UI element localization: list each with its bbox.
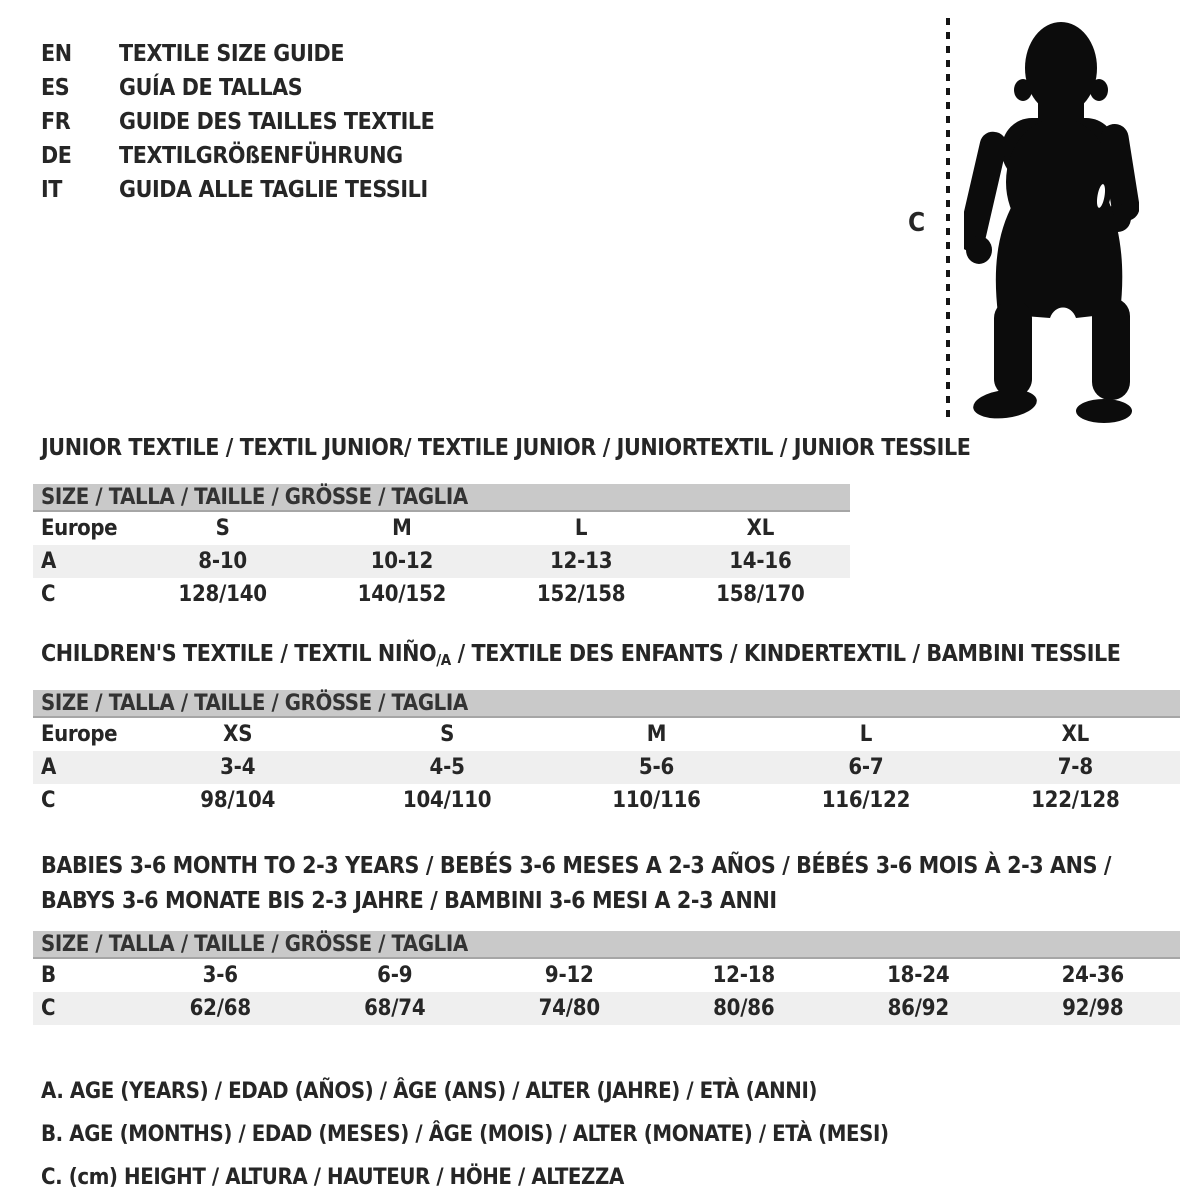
size-cell: 4-5 — [429, 755, 465, 780]
table-row-height — [33, 784, 1180, 817]
language-code: EN — [41, 41, 72, 67]
table-row-europe — [33, 512, 850, 545]
row-label: C — [41, 996, 56, 1021]
size-cell: M — [392, 516, 412, 541]
language-list — [41, 37, 434, 207]
language-row — [41, 37, 434, 71]
table-row-height — [33, 992, 1180, 1025]
children-title-prefix: CHILDREN'S TEXTILE / TEXTIL NIÑO — [41, 641, 437, 667]
size-cell: 140/152 — [357, 582, 447, 607]
section-children-title — [41, 641, 1121, 669]
size-cell: 3-6 — [202, 963, 238, 988]
size-cell: 7-8 — [1057, 755, 1093, 780]
size-cell: XL — [1061, 722, 1090, 747]
table-row-europe — [33, 718, 1180, 751]
size-cell: M — [646, 722, 667, 747]
section-junior-title: JUNIOR TEXTILE / TEXTIL JUNIOR/ TEXTILE JUNIOR / JUNIORTEXTIL / JUNIOR TESSILE — [41, 435, 971, 461]
size-cell: S — [215, 516, 230, 541]
babies-title-line1: BABIES 3-6 MONTH TO 2-3 YEARS / BEBÉS 3-6 MESES A 2-3 AÑOS / BÉBÉS 3-6 MOIS À 2-3 ANS / — [41, 853, 1112, 879]
size-cell: 6-9 — [377, 963, 413, 988]
row-label: B — [41, 963, 56, 988]
size-cell: 10-12 — [370, 549, 434, 574]
footnote-a: A. AGE (YEARS) / EDAD (AÑOS) / ÂGE (ANS) / ALTER (JAHRE) / ETÀ (ANNI) — [41, 1079, 818, 1104]
size-cell: 116/122 — [821, 788, 911, 813]
size-cell: L — [859, 722, 873, 747]
size-cell: 80/86 — [713, 996, 775, 1021]
size-cell: 18-24 — [887, 963, 950, 988]
size-cell: 128/140 — [178, 582, 267, 607]
size-cell: 104/110 — [402, 788, 492, 813]
size-cell: 158/170 — [716, 582, 805, 607]
row-label: C — [41, 582, 56, 607]
size-cell: XS — [223, 722, 253, 747]
table-row-age — [33, 545, 850, 578]
row-label: A — [41, 755, 56, 780]
height-measure-line — [946, 18, 950, 418]
row-label: C — [41, 788, 56, 813]
language-title: GUÍA DE TALLAS — [119, 75, 303, 101]
size-cell: 14-16 — [729, 549, 792, 574]
size-cell: 12-18 — [712, 963, 775, 988]
size-cell: 12-13 — [549, 549, 613, 574]
footnote-c: C. (cm) HEIGHT / ALTURA / HAUTEUR / HÖHE / ALTEZZA — [41, 1165, 624, 1190]
size-cell: 5-6 — [638, 755, 675, 780]
size-cell: 9-12 — [544, 963, 594, 988]
language-row — [41, 105, 434, 139]
row-label: A — [41, 549, 56, 574]
language-row — [41, 139, 434, 173]
table-row-months — [33, 959, 1180, 992]
size-cell: 152/158 — [536, 582, 626, 607]
junior-size-table — [33, 484, 850, 611]
size-header-label: SIZE / TALLA / TAILLE / GRÖSSE / TAGLIA — [41, 931, 468, 957]
size-cell: XL — [746, 516, 775, 541]
language-code: ES — [41, 75, 70, 101]
size-header-bar — [33, 484, 850, 512]
language-title: TEXTILGRÖßENFÜHRUNG — [119, 143, 403, 169]
language-title: GUIDA ALLE TAGLIE TESSILI — [119, 177, 428, 203]
size-cell: 98/104 — [200, 788, 276, 813]
size-header-label: SIZE / TALLA / TAILLE / GRÖSSE / TAGLIA — [41, 690, 468, 716]
language-row — [41, 173, 434, 207]
baby-silhouette-icon — [964, 14, 1139, 424]
babies-size-table — [33, 931, 1180, 1025]
footnote-b: B. AGE (MONTHS) / EDAD (MESES) / ÂGE (MOIS) / ALTER (MONATE) / ETÀ (MESI) — [41, 1122, 889, 1147]
language-title: GUIDE DES TAILLES TEXTILE — [119, 109, 435, 135]
size-cell: 92/98 — [1062, 996, 1124, 1021]
size-cell: 8-10 — [198, 549, 247, 574]
children-size-table — [33, 690, 1180, 817]
size-cell: S — [440, 722, 455, 747]
children-title-sub: /A — [436, 651, 451, 669]
row-label: Europe — [41, 722, 118, 747]
size-header-label: SIZE / TALLA / TAILLE / GRÖSSE / TAGLIA — [41, 484, 468, 510]
babies-title-line2: BABYS 3-6 MONATE BIS 2-3 JAHRE / BAMBINI 3-6 MESI A 2-3 ANNI — [41, 888, 777, 914]
size-cell: L — [574, 516, 588, 541]
language-code: IT — [41, 177, 63, 203]
row-label: Europe — [41, 516, 118, 541]
children-title-suffix: / TEXTILE DES ENFANTS / KINDERTEXTIL / BAMBINI TESSILE — [450, 641, 1121, 667]
size-figure — [900, 0, 1190, 430]
measure-label: C — [908, 208, 925, 238]
size-header-bar — [33, 931, 1180, 959]
size-cell: 24-36 — [1061, 963, 1124, 988]
size-cell: 68/74 — [364, 996, 426, 1021]
size-cell: 3-4 — [220, 755, 256, 780]
language-code: DE — [41, 143, 72, 169]
size-cell: 110/116 — [612, 788, 701, 813]
table-row-age — [33, 751, 1180, 784]
language-row — [41, 71, 434, 105]
size-cell: 62/68 — [189, 996, 251, 1021]
size-cell: 6-7 — [848, 755, 884, 780]
size-cell: 74/80 — [538, 996, 600, 1021]
language-title: TEXTILE SIZE GUIDE — [119, 41, 345, 67]
size-cell: 86/92 — [887, 996, 949, 1021]
table-row-height — [33, 578, 850, 611]
footnotes — [41, 1070, 889, 1199]
language-code: FR — [41, 109, 71, 135]
section-babies-title — [41, 849, 1111, 919]
size-cell: 122/128 — [1031, 788, 1120, 813]
size-header-bar — [33, 690, 1180, 718]
